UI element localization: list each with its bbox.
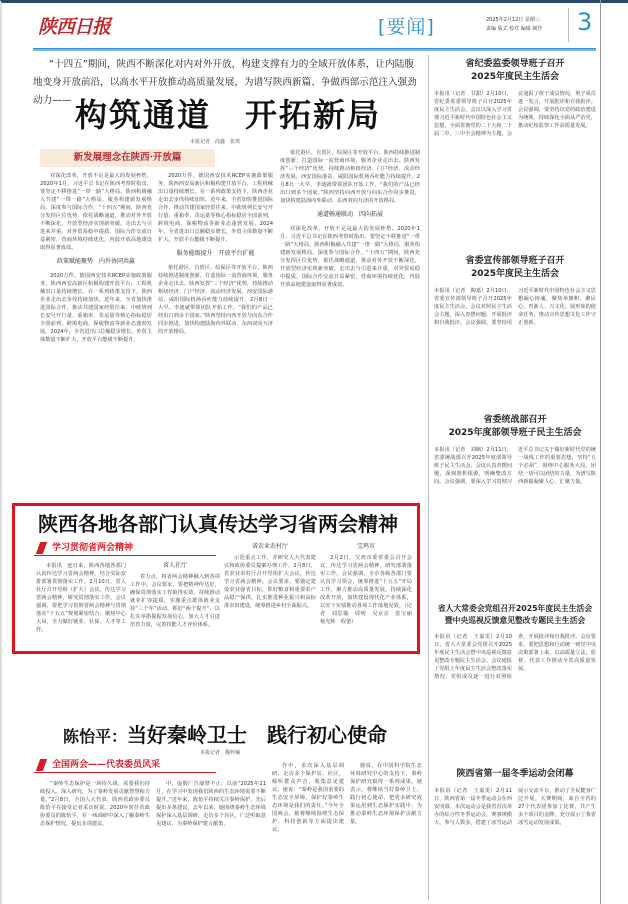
article-title: 省纪委监委领导班子召开 2025年度民主生活会 <box>465 59 565 82</box>
date-text: 2025年2月12日 星期三 <box>486 17 540 23</box>
section-label: [要闻] <box>378 16 435 38</box>
article-title: 省委统战部召开 2025年度部领导班子民主生活会 <box>448 415 582 438</box>
article-body: 本报讯（记者 王嘉雯）2月10日，省人大常委会党组召开2025年度民主生活会暨中央巡视反馈意见整改专题民主生活会。会议通报了党组上年度民主生活会整改落实情况，党组成员逐一进行对照检查，开展批评和自我批评。会议要求，要把思想和行动统一到党中央决策部署上来，以高质量立法、监督、代表工作推动全省高质量发展。 <box>434 634 596 680</box>
page-edge <box>600 0 601 904</box>
second-column-2 <box>156 780 266 900</box>
article-body: 本报讯（记者 甘甜）2月10日，省纪委监委领导班子召开2025年度民主生活会。会议以深入学习贯彻习近平新时代中国特色社会主义思想，全面贯彻党的二十大和二十届二中、三中全会精神为主题。会议通报了班子成员情况，班子成员逐一发言，开展批评和自我批评。会议强调，要坚持以党的政治建设为统领，持续深化全面从严治党，推动纪检监察工作高质量发展。 <box>434 91 596 137</box>
second-headline <box>30 722 420 750</box>
paragraph: “秦岭生态保护是一场持久战，需要我们持续投入、深入研究，为了秦岭发展贡献智慧和力量。”2月8日，全国人大代表、陕西省政协委员陈怡平在接受记者采访时说。2020年时任省政协委员的陈怡平，在一线调研中深入了解秦岭生态保护情况，提出多项建议。 <box>40 781 150 827</box>
column-divider <box>428 55 429 900</box>
paragraph: 依托港区、自贸区、综保区等开放平台，陕西持续推进制度创新，打造国际一流营商环境，服务企业走出去。陕西发挥“三个经济”优势，持续推动枢纽经济、门户经济、流动经济发展，西安国际港站、咸阳国际机场吞吐能力持续提升。2月8日一大早，李迪就带领团队开始工作，“我们的产品已经出口到多个国家。”陕西坚持向西开放与向东合作同步推进，加快构建陆海内外联动、东西双向互济的开放格局。 <box>158 265 273 335</box>
kicker-bar-icon <box>36 542 47 554</box>
lead-headline: 构筑通道 开拓新局 <box>74 96 381 134</box>
box-column-1 <box>36 562 126 648</box>
second-column-4 <box>350 762 422 900</box>
second-kicker <box>34 758 216 773</box>
right-article-2 <box>434 255 596 407</box>
paragraph: 示范重点工作，并研究人大代表建议和政协委员提案办理工作。2月8日，省农业农村厅召开党组扩大会议，传达学习省两会精神。会议要求，要锚定建设农业强省目标，抓好粮食和重要农产品稳产保供，扎实推进种业振兴和高标准农田建设，统筹推进乡村全面振兴。 <box>224 555 316 609</box>
lead-column-1 <box>40 172 152 496</box>
box-subhead: 宝鸡市 <box>356 543 375 550</box>
lead-byline: 本报记者 尚鑫 张琪 <box>190 139 241 145</box>
article-title: 省委宣传部领导班子召开 2025年度民主生活会 <box>465 256 565 279</box>
article-body: 本报讯（记者 王嘉雯）2月11日，陕西省第一届冬季运动会在西安闭幕。本次运动会是我省首次举办的综合性冬季运动会，赛事规模大、参与人数多，搭建了冰雪运动展示交流平台，推动了全民健身广泛开展。大赛期间，来自全省的27个代表团参加了比赛，共产生多个项目的金牌，充分展示了我省冰雪运动发展成果。 <box>434 788 596 826</box>
headline-text: 当好秦岭卫士 践行初心使命 <box>127 723 387 747</box>
paragraph: 着力点，将省两会精神融入到各项工作中。会议要求，要把精神传达好，确保贯彻落实工作取得实效，持续推动就业扩容提质，实施重点群体就业支持“三个年”活动，抓好“两个提升”，以扎实举措提振发展信心，加大人才引进培育力度，完善技能人才评价体系。 <box>130 574 220 628</box>
paragraph: 2月2日，宝鸡市委常委会召开会议，传达学习省两会精神，研究部署落实工作。会议强调，全市各级各部门要认真学习领会，统筹推进“十五五”开局工作，聚力推动高质量发展，持续深化改革开放，加快建设现代化产业体系，以实干实绩推动各项工作落地见效。（记者 刘思璇 周明 吴京京 张宝丽 杨光辉 程蕾） <box>320 555 418 625</box>
second-byline: 本报记者 魏梓骊 <box>200 750 241 756</box>
page-number: 3 <box>568 8 592 42</box>
lead-deck: “十四五”期间，陕西不断深化对内对外开放，构建支撑有力的全域开放体系，让内陆腹地变身开放前沿，以高水平开放推动高质量发展，为谱写陕西新篇、争做西部示范注入强劲动力—— <box>33 59 417 106</box>
article-title: 陕西省第一届冬季运动会闭幕 <box>456 769 574 779</box>
box-column-2 <box>130 562 220 648</box>
second-column-3 <box>272 762 344 900</box>
lead-column-3 <box>280 149 420 496</box>
right-article-5 <box>434 768 596 902</box>
right-article-3 <box>434 414 596 606</box>
paragraph: 依托港区、自贸区、综保区等开放平台，陕西持续推进制度创新，打造国际一流营商环境，服务企业走出去。陕西发挥“三个经济”优势，持续推动枢纽经济、门户经济、流动经济发展，西安国际港站、咸阳国际机场吞吐能力持续提升。2月8日一大早，李迪就带领团队开始工作，“我们的产品已经出口到多个国家。”陕西坚持向西开放与向东合作同步推进，加快构建陆海内外联动、东西双向互济的开放格局。 <box>280 150 420 204</box>
lead-subhead: 通道畅通联动 四向拓展 <box>316 211 383 218</box>
paragraph: 对深化改革，开放不足是最大的发展桎梏。2020年1月，习近平总书记在陕西考察时指出，要坚定不移推进“一带一路”大格局，陕西积极融入共建“一带一路”大格局，服务构建新发展格局，深度参与国际合作。“十四五”期间，陕西充分发挥区位优势，依托战略通道，推动对外开放不断深化，开放型经济实现新突破。走出去与引进来并重，对外贸易稳中提质，国际合作交流日益紧密，营商环境持续优化，内陆开放高地建设取得显著成效。 <box>40 173 152 251</box>
editors-text: 责编 版式 校对 编辑 制作 <box>486 26 543 32</box>
article-body: 本报讯（记者 陶嘉）2月10日，省委宣传部领导班子召开2025年度民主生活会。会议对照民主生活会主题，深入查摆问题，开展批评和自我批评。会议强调，要坚持用习近平新时代中国特色社会主义思想凝心铸魂，聚焦举旗帜、聚民心、育新人、兴文化、展形象的使命任务，推动宣传思想文化工作守正创新。 <box>434 288 596 326</box>
paragraph: 对深化改革，开放不足是最大的发展桎梏。2020年1月，习近平总书记在陕西考察时指出，要坚定不移推进“一带一路”大格局，陕西积极融入共建“一带一路”大格局，服务构建新发展格局，深度参与国际合作。“十四五”期间，陕西充分发挥区位优势，依托战略通道，推动对外开放不断深化，开放型经济实现新突破。走出去与引进来并重，对外贸易稳中提质，国际合作交流日益紧密，营商环境持续优化，内陆开放高地建设取得显著成效。 <box>280 226 420 288</box>
interviewee-name: 陈怡平： <box>62 727 127 746</box>
second-column-1 <box>40 780 150 900</box>
box-headline: 陕西各地各部门认真传达学习省两会精神 <box>38 512 398 536</box>
right-article-4 <box>434 603 596 763</box>
newspaper-logo: 陕西日报 <box>38 16 111 38</box>
lead-column-2 <box>158 172 273 496</box>
paragraph: 中，虚假广告屡禁不止，以前“2025年11月，在学习中发现我们陕西的生态环境需要不断提升。”近年来，陈怡平持续关注秦岭保护，先后提出多条建议。去年以来，她围绕秦岭生态环境保护深入基层调研，走访多个县区，广泛听取意见建议，为秦岭保护建言献策。 <box>156 781 266 827</box>
box-column-3 <box>224 543 316 648</box>
paragraph: 本报讯 连日来，陕西各地各部门认真传达学习省两会精神，结合实际安排部署贯彻落实工作。2月10日，省人社厅召开党组（扩大）会议，传达学习省两会精神，研究贯彻落实工作。会议强调，要把学习贯彻省两会精神与贯彻落实“十五五”规划紧密结合，聚焦中心大局，全力做好就业、社保、人才等工作。 <box>36 563 126 633</box>
box-kicker <box>34 541 216 556</box>
paragraph: 她说，在中国科学院生态环境研究中心的支持下，秦岭保护研究取得一系列成果。她表示，将继续当好秦岭卫士，践行初心使命，把更多研究成果运用到生态保护实践中，为推动秦岭生态环境保护贡献力量。 <box>350 763 422 825</box>
lead-subhead: 服务能级提升 开放平台扩能 <box>176 250 255 257</box>
right-article-1 <box>434 58 596 240</box>
paragraph: 2020万件。德国西安技术RCEP实施政策服务，陕西西安高新区积极构建开放平台，工程机械出口量持续增长。在一系列政策支持下，陕西企业走出去步伐持续加快。近年来，全省加快推进国际合作，推动共建国家经贸往来。中欧班列长安号开行量、重箱率、货运量等核心指标稳居全国前列，跨境电商、保税物流等新业态蓬勃发展。2024年，全省进出口总额稳步增长，外贸主体数量不断扩大，开放平台能级不断提升。 <box>40 273 152 343</box>
paragraph: 2020万件。德国西安技术RCEP实施政策服务，陕西西安高新区积极构建开放平台，工程机械出口量持续增长。在一系列政策支持下，陕西企业走出去步伐持续加快。近年来，全省加快推进国际合作，推动共建国家经贸往来。中欧班列长安号开行量、重箱率、货运量等核心指标稳居全国前列，跨境电商、保税物流等新业态蓬勃发展。2024年，全省进出口总额稳步增长，外贸主体数量不断扩大，开放平台能级不断提升。 <box>158 173 273 243</box>
box-subhead: 省农业农村厅 <box>251 543 288 550</box>
box-subhead: 省人社厅 <box>162 562 187 569</box>
kicker-bar-icon <box>36 759 47 771</box>
masthead-date <box>486 16 556 34</box>
series-banner: 新发展理念在陕西·开放篇 <box>40 149 215 167</box>
header-rule <box>33 48 596 51</box>
paragraph: 作中，多次深入基层调研，走访多个保护站、社区，倾听群众声音，收集意见建议。她说：“秦岭是我国重要的生态安全屏障，保护好秦岭生态环境是我们的责任。”今年全国两会，她将继续围绕生态保护、科技创新等方面提出建议。 <box>272 763 344 833</box>
lead-subhead: 政策赋能聚势 内外协同共赢 <box>56 258 135 265</box>
kicker-text: 全国两会——代表委员风采 <box>52 760 161 770</box>
box-column-4 <box>320 543 418 648</box>
article-body: 本报讯（记者 刘枫）2月11日，省委统战部召开2025年度部领导班子民主生活会。会议认真查摆问题，深刻剖析根源，明确整改方向。会议强调，要深入学习贯彻习近平总书记关于做好新时代党的统一战线工作的重要思想，坚持“五个必须”，围绕中心服务大局，团结一切可以团结的力量，为谱写陕西新篇凝聚人心、汇聚力量。 <box>434 447 596 485</box>
kicker-text: 学习贯彻省两会精神 <box>52 543 134 553</box>
article-title: 省人大常委会党组召开2025年度民主生活会 暨中央巡视反馈意见整改专题民主生活会 <box>437 604 593 625</box>
